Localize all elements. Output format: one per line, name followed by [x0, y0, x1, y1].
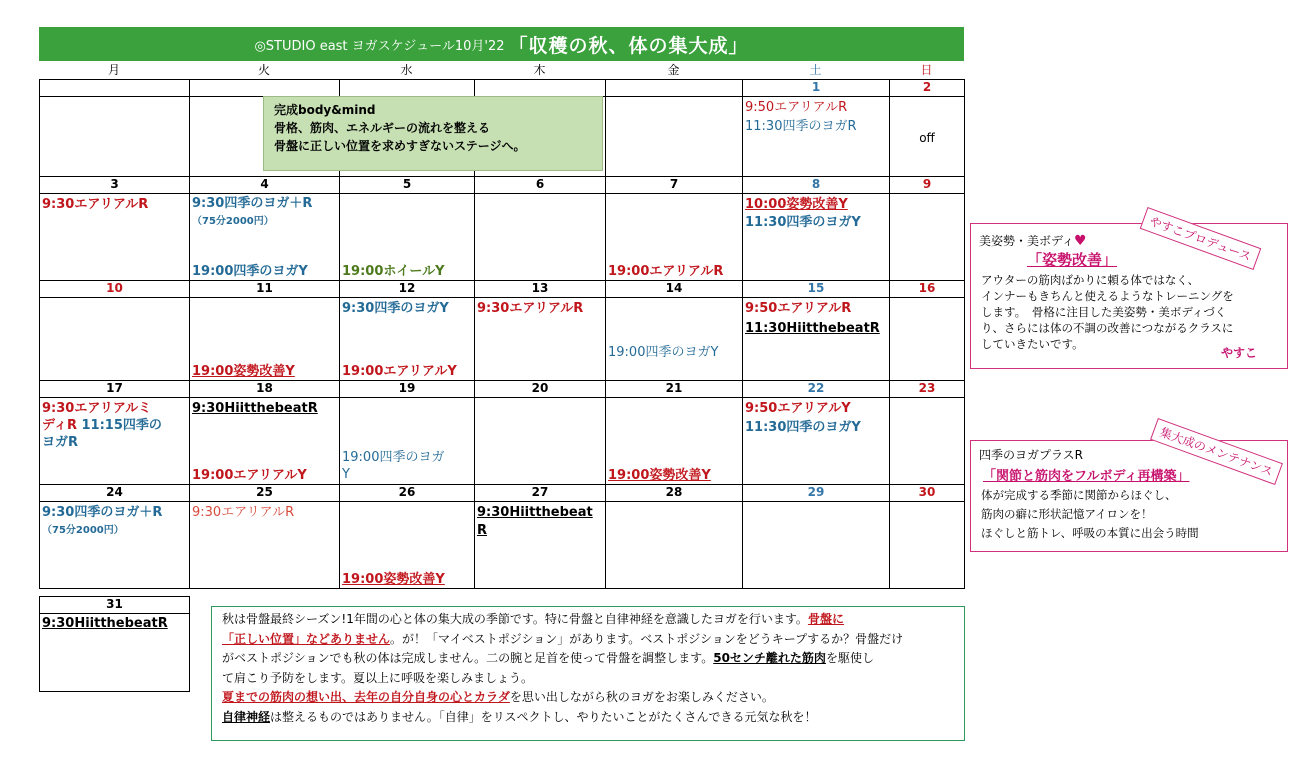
note-line: 骨盤に正しい位置を求めすぎないステージへ。 — [274, 139, 526, 153]
day-cell — [606, 194, 743, 281]
day-cell — [743, 298, 890, 381]
weekday-thu: 木 — [533, 63, 546, 77]
message-emphasis: 骨盤に — [807, 612, 844, 626]
class-event[interactable]: 9:50エアリアルR — [745, 100, 848, 115]
day-number: 21 — [606, 381, 743, 398]
message-line — [222, 688, 954, 708]
day-number: 22 — [743, 381, 890, 398]
day-cell — [190, 398, 340, 485]
class-event[interactable]: 19:00四季のヨガY — [608, 345, 719, 360]
day-cell — [606, 97, 743, 177]
message-line — [222, 630, 954, 650]
day-number: 28 — [606, 485, 743, 502]
day-cell — [475, 502, 606, 589]
day-number: 2 — [890, 80, 965, 97]
message-line: て肩こり予防をします。夏以上に呼吸を楽しみましょう。 — [222, 670, 534, 685]
day-number: 25 — [190, 485, 340, 502]
schedule-title-bar — [39, 27, 964, 61]
monthly-message — [211, 606, 965, 741]
box-title: 「関節と筋肉をフルボディ再構築」 — [983, 469, 1190, 484]
day-number: 11 — [190, 281, 340, 298]
day-cell — [190, 194, 340, 281]
body-line: 体が完成する季節に関節からほぐし、 — [981, 488, 1177, 502]
day-number: 4 — [190, 177, 340, 194]
day-cell — [743, 502, 890, 589]
class-event[interactable]: 19:00エアリアルR — [608, 264, 724, 279]
day-number: 13 — [475, 281, 606, 298]
day-cell — [340, 502, 475, 589]
heart-icon: ♥ — [1074, 233, 1087, 249]
day-number — [340, 80, 475, 97]
class-event[interactable]: 9:30エアリアルR — [477, 301, 584, 316]
studio-title: ◎STUDIO east ヨガスケジュール10月'22 — [254, 38, 505, 54]
day-number: 10 — [40, 281, 190, 298]
class-event[interactable]: 19:00四季のヨガY — [192, 264, 308, 279]
class-event-part: Y — [342, 467, 350, 482]
day-number: 8 — [743, 177, 890, 194]
body-line: インナーもきちんと使えるようなトレーニングを — [981, 289, 1234, 303]
class-event[interactable]: 9:30四季のヨガY — [342, 301, 449, 316]
weekday-mon: 月 — [107, 63, 120, 77]
message-text: 。が！「マイベストポジション」があります。ベストポジションをどうキープするか？骨盤だけ — [390, 631, 904, 646]
class-event[interactable]: 19:00エアリアルY — [342, 364, 457, 379]
signature: やすこ — [1221, 346, 1258, 360]
day-cell — [40, 194, 190, 281]
body-line: 筋肉の癖に形状記憶アイロンを！ — [981, 507, 1153, 521]
message-text: 秋は骨盤最終シーズン!1年間の心と体の集大成の季節です。特に骨盤と自律神経を意識したヨガを行います。 — [222, 612, 808, 626]
message-emphasis: 「正しい位置」などありません — [222, 631, 391, 646]
body-line: していきたいです。 — [981, 337, 1084, 351]
box-title: 「姿勢改善」 — [1027, 251, 1118, 269]
day-number — [40, 80, 190, 97]
day-number: 27 — [475, 485, 606, 502]
day-number: 19 — [340, 381, 475, 398]
class-event[interactable]: 9:30エアリアルR — [192, 505, 295, 520]
box-body — [981, 272, 1234, 352]
off-label: off — [919, 131, 935, 145]
class-event[interactable]: 11:30HiitthebeatR — [745, 321, 880, 336]
class-event[interactable]: 10:00姿勢改善Y — [745, 197, 848, 212]
class-event[interactable]: 9:30HiitthebeatR — [192, 401, 318, 416]
calendar-last-week — [39, 596, 190, 692]
theme-title: 「収穫の秋、体の集大成」 — [508, 34, 749, 57]
note-line: 完成body&mind — [274, 103, 376, 117]
weekday-wed: 水 — [400, 63, 413, 77]
weekday-fri: 金 — [667, 63, 680, 77]
day-number: 6 — [475, 177, 606, 194]
message-emphasis: 夏までの筋肉の想い出、去年の自分自身の心とカラダ — [222, 690, 510, 704]
class-event-part: 9:30エアリアルミ — [42, 401, 152, 416]
day-cell — [606, 298, 743, 381]
class-event[interactable]: 19:00姿勢改善Y — [342, 572, 445, 587]
day-number: 18 — [190, 381, 340, 398]
day-number — [606, 80, 743, 97]
day-cell — [890, 298, 965, 381]
day-cell — [743, 194, 890, 281]
body-line: アウターの筋肉ばかりに頼る体ではなく、 — [981, 273, 1200, 287]
class-event-part: R — [477, 523, 488, 538]
class-event[interactable]: 9:50エアリアルR — [745, 301, 852, 316]
body-line: します。 骨格に注目した美姿勢・美ボディづく — [981, 305, 1227, 319]
class-event[interactable]: 19:00エアリアルY — [192, 468, 307, 483]
body-line: り、さらには体の不調の改善につながるクラスに — [981, 321, 1234, 335]
day-cell — [606, 398, 743, 485]
body-line: ほぐしと筋トレ、呼吸の本質に出会う時間 — [981, 526, 1199, 540]
message-line — [222, 610, 954, 630]
class-event[interactable]: 9:30四季のヨガ＋R — [192, 196, 313, 211]
day-number: 30 — [890, 485, 965, 502]
day-number: 20 — [475, 381, 606, 398]
day-number: 15 — [743, 281, 890, 298]
day-cell — [40, 97, 190, 177]
box-body — [981, 486, 1199, 543]
class-event[interactable]: 19:00ホイールY — [342, 264, 445, 279]
class-event[interactable]: 19:00姿勢改善Y — [192, 364, 295, 379]
day-cell — [340, 298, 475, 381]
day-cell — [340, 194, 475, 281]
class-event[interactable]: 9:30HiitthebeatR — [42, 616, 168, 631]
day-cell — [190, 502, 340, 589]
day-cell — [40, 502, 190, 589]
day-cell — [890, 398, 965, 485]
day-cell — [743, 97, 890, 177]
message-text: を思い出しながら秋のヨガをお楽しみください。 — [509, 690, 774, 704]
message-emphasis: 50センチ離れた筋肉 — [713, 651, 826, 665]
weekday-sat: 土 — [809, 63, 822, 77]
monthly-theme-note — [263, 96, 603, 171]
day-cell — [40, 614, 190, 692]
class-price: （75分2000円） — [42, 525, 124, 536]
day-cell — [743, 398, 890, 485]
day-number: 23 — [890, 381, 965, 398]
class-event[interactable]: 9:30四季のヨガ＋R — [42, 505, 163, 520]
class-event[interactable]: 11:30四季のヨガR — [745, 119, 857, 134]
day-number: 3 — [40, 177, 190, 194]
day-cell — [340, 398, 475, 485]
maintenance-stamp: 集大成のメンテナンス — [1150, 418, 1283, 485]
weekday-tue: 火 — [257, 63, 270, 77]
day-cell — [475, 398, 606, 485]
day-number: 17 — [40, 381, 190, 398]
class-event[interactable]: 19:00四季のヨガ — [342, 450, 445, 465]
class-event-part: ディR — [42, 418, 77, 433]
box-heading: 四季のヨガプラスR — [979, 448, 1083, 462]
class-event[interactable]: 11:30四季のヨガY — [745, 420, 861, 435]
class-event[interactable]: 19:00姿勢改善Y — [608, 468, 711, 483]
day-number: 7 — [606, 177, 743, 194]
day-cell — [475, 194, 606, 281]
day-cell — [890, 97, 965, 177]
day-cell — [40, 398, 190, 485]
day-cell — [40, 298, 190, 381]
message-line — [222, 708, 954, 728]
day-number: 16 — [890, 281, 965, 298]
message-text: を駆使し — [825, 651, 874, 665]
day-cell — [475, 298, 606, 381]
day-number: 9 — [890, 177, 965, 194]
day-number: 31 — [40, 597, 190, 614]
producer-stamp: やすこプロデュース — [1140, 207, 1262, 270]
message-emphasis: 自律神経 — [222, 709, 271, 724]
day-number: 29 — [743, 485, 890, 502]
day-number: 14 — [606, 281, 743, 298]
day-number: 26 — [340, 485, 475, 502]
class-event[interactable]: 9:50エアリアルY — [745, 401, 851, 416]
day-number: 1 — [743, 80, 890, 97]
day-cell — [890, 502, 965, 589]
class-price: （75分2000円） — [192, 216, 274, 227]
class-event-part: 11:15四季の — [81, 418, 162, 433]
day-number: 24 — [40, 485, 190, 502]
box-heading-text: 美姿勢・美ボディ — [979, 234, 1075, 248]
message-line — [222, 649, 954, 669]
class-event[interactable]: 11:30四季のヨガY — [745, 215, 861, 230]
class-event[interactable]: 9:30エアリアルR — [42, 197, 149, 212]
day-cell — [606, 502, 743, 589]
class-event-part: ヨガR — [42, 435, 79, 450]
day-number — [475, 80, 606, 97]
class-event[interactable] — [42, 400, 187, 451]
weekday-sun: 日 — [920, 63, 933, 77]
day-number: 5 — [340, 177, 475, 194]
message-text: がベストポジションでも秋の体は完成しません。二の腕と足首を使って骨盤を調整します。 — [222, 651, 714, 665]
message-text: は整えるものではありません。「自律」をリスペクトし、やりたいことがたくさんできる元気な秋を！ — [270, 709, 817, 724]
day-number: 12 — [340, 281, 475, 298]
day-number — [190, 80, 340, 97]
box-heading — [979, 232, 1087, 249]
note-line: 骨格、筋肉、エネルギーの流れを整える — [274, 121, 491, 135]
class-event[interactable]: 9:30Hiitthebeat — [477, 505, 593, 520]
day-cell — [890, 194, 965, 281]
day-cell — [190, 298, 340, 381]
